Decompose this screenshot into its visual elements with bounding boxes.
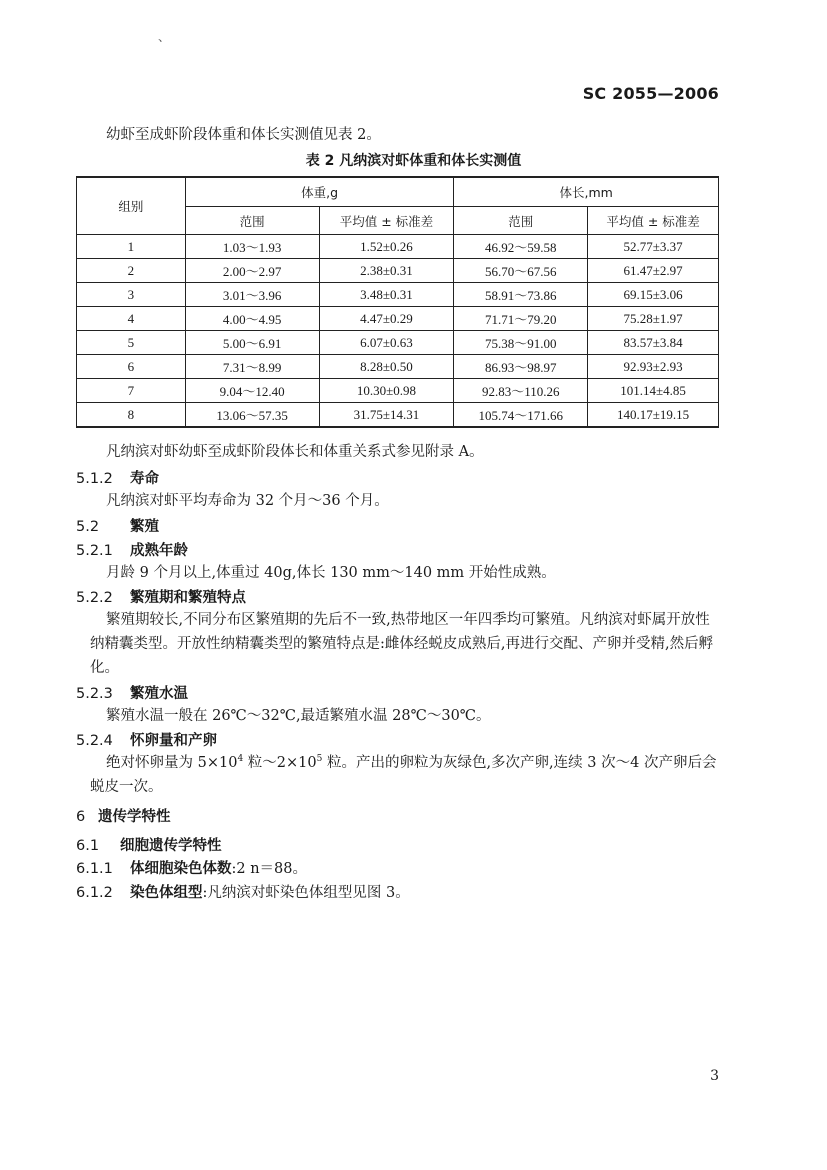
section-number: 5.2.3 bbox=[76, 686, 113, 702]
water-temperature-text: 繁殖水温一般在 26℃～32℃,最适繁殖水温 28℃～30℃。 bbox=[106, 708, 491, 724]
section-5-2-1 bbox=[76, 539, 188, 560]
fecundity-text-line-2: 蜕皮一次。 bbox=[90, 779, 163, 795]
weight-range-cell: 5.00～6.91 bbox=[185, 331, 319, 355]
group-cell: 2 bbox=[77, 259, 186, 283]
section-title: 体细胞染色体数 bbox=[130, 861, 232, 877]
section-number: 5.2.1 bbox=[76, 543, 113, 559]
table-row bbox=[77, 355, 719, 379]
weight-mean-cell: 1.52±0.26 bbox=[319, 235, 454, 259]
scan-mark: 、 bbox=[158, 30, 171, 44]
group-cell: 1 bbox=[77, 235, 186, 259]
weight-mean-cell: 4.47±0.29 bbox=[319, 307, 454, 331]
measurement-table bbox=[76, 176, 719, 428]
length-mean-header: 平均值 ± 标准差 bbox=[588, 207, 719, 235]
length-range-cell: 56.70～67.56 bbox=[454, 259, 588, 283]
length-range-cell: 75.38～91.00 bbox=[454, 331, 588, 355]
length-header: 体长,mm bbox=[454, 177, 719, 207]
length-mean-cell: 101.14±4.85 bbox=[588, 379, 719, 403]
after-table-text: 凡纳滨对虾幼虾至成虾阶段体长和体重关系式参见附录 A。 bbox=[106, 444, 484, 460]
section-number: 6 bbox=[76, 809, 86, 825]
length-range-cell: 92.83～110.26 bbox=[454, 379, 588, 403]
maturity-text: 月龄 9 个月以上,体重过 40g,体长 130 mm～140 mm 开始性成熟。 bbox=[106, 565, 556, 581]
table-row bbox=[77, 331, 719, 355]
length-mean-cell: 140.17±19.15 bbox=[588, 403, 719, 428]
weight-range-cell: 13.06～57.35 bbox=[185, 403, 319, 428]
weight-range-header: 范围 bbox=[185, 207, 319, 235]
section-text: :凡纳滨对虾染色体组型见图 3。 bbox=[202, 885, 410, 901]
table-body bbox=[77, 235, 719, 428]
section-6-1-2 bbox=[76, 881, 410, 902]
length-mean-cell: 52.77±3.37 bbox=[588, 235, 719, 259]
weight-range-cell: 7.31～8.99 bbox=[185, 355, 319, 379]
group-cell: 7 bbox=[77, 379, 186, 403]
table-row bbox=[77, 307, 719, 331]
group-cell: 4 bbox=[77, 307, 186, 331]
group-cell: 8 bbox=[77, 403, 186, 428]
fecundity-text-line-1: 绝对怀卵量为 $5\times 10^4$ 粒$\sim 2\times 10^5$ 粒。产出的卵粒为灰绿色,多次产卵,连续 3 次～4 次产卵后会 bbox=[106, 754, 717, 771]
section-number: 5.2.4 bbox=[76, 733, 113, 749]
group-cell: 3 bbox=[77, 283, 186, 307]
weight-header: 体重,g bbox=[185, 177, 454, 207]
section-title: 寿命 bbox=[130, 471, 159, 487]
section-number: 6.1.1 bbox=[76, 861, 113, 877]
length-mean-cell: 75.28±1.97 bbox=[588, 307, 719, 331]
section-number: 6.1 bbox=[76, 838, 100, 854]
weight-range-cell: 2.00～2.97 bbox=[185, 259, 319, 283]
weight-mean-cell: 3.48±0.31 bbox=[319, 283, 454, 307]
length-range-cell: 105.74～171.66 bbox=[454, 403, 588, 428]
section-5-2-4 bbox=[76, 729, 217, 750]
group-header: 组别 bbox=[77, 177, 186, 235]
section-title: 繁殖水温 bbox=[130, 686, 188, 702]
table-caption: 表 2 凡纳滨对虾体重和体长实测值 bbox=[305, 153, 522, 169]
length-range-cell: 46.92～59.58 bbox=[454, 235, 588, 259]
weight-range-cell: 4.00～4.95 bbox=[185, 307, 319, 331]
section-title: 成熟年龄 bbox=[130, 543, 188, 559]
breeding-text-line-2: 纳精囊类型。开放性纳精囊类型的繁殖特点是:雌体经蜕皮成熟后,再进行交配、产卵并受精,然后孵 bbox=[90, 636, 714, 652]
weight-mean-cell: 2.38±0.31 bbox=[319, 259, 454, 283]
table-row bbox=[77, 379, 719, 403]
length-mean-cell: 61.47±2.97 bbox=[588, 259, 719, 283]
weight-range-cell: 1.03～1.93 bbox=[185, 235, 319, 259]
table-row bbox=[77, 403, 719, 428]
section-number: 5.1.2 bbox=[76, 471, 113, 487]
section-6-1 bbox=[76, 834, 222, 855]
table-row bbox=[77, 235, 719, 259]
section-title: 染色体组型 bbox=[130, 885, 203, 901]
section-6-1-1 bbox=[76, 857, 307, 878]
weight-mean-header: 平均值 ± 标准差 bbox=[319, 207, 454, 235]
section-text: :2 n＝88。 bbox=[231, 861, 308, 877]
weight-mean-cell: 10.30±0.98 bbox=[319, 379, 454, 403]
section-number: 5.2.2 bbox=[76, 590, 113, 606]
section-5-2-2 bbox=[76, 586, 246, 607]
group-cell: 6 bbox=[77, 355, 186, 379]
weight-range-cell: 9.04～12.40 bbox=[185, 379, 319, 403]
weight-mean-cell: 6.07±0.63 bbox=[319, 331, 454, 355]
section-5-1-2 bbox=[76, 467, 159, 488]
standard-code: SC 2055—2006 bbox=[582, 84, 719, 103]
lifespan-text: 凡纳滨对虾平均寿命为 32 个月～36 个月。 bbox=[106, 493, 389, 509]
weight-mean-cell: 8.28±0.50 bbox=[319, 355, 454, 379]
weight-range-cell: 3.01～3.96 bbox=[185, 283, 319, 307]
table-row bbox=[77, 283, 719, 307]
length-mean-cell: 69.15±3.06 bbox=[588, 283, 719, 307]
section-title: 细胞遗传学特性 bbox=[120, 838, 222, 854]
section-title: 遗传学特性 bbox=[98, 809, 171, 825]
breeding-text-line-1: 繁殖期较长,不同分布区繁殖期的先后不一致,热带地区一年四季均可繁殖。凡纳滨对虾属开放性 bbox=[106, 612, 710, 628]
length-range-cell: 71.71～79.20 bbox=[454, 307, 588, 331]
weight-mean-cell: 31.75±14.31 bbox=[319, 403, 454, 428]
intro-text: 幼虾至成虾阶段体重和体长实测值见表 2。 bbox=[106, 127, 381, 143]
group-cell: 5 bbox=[77, 331, 186, 355]
breeding-text-line-3: 化。 bbox=[90, 660, 119, 676]
section-title: 繁殖期和繁殖特点 bbox=[130, 590, 246, 606]
length-range-header: 范围 bbox=[454, 207, 588, 235]
section-6 bbox=[76, 805, 171, 826]
length-range-cell: 58.91～73.86 bbox=[454, 283, 588, 307]
page-number: 3 bbox=[710, 1068, 719, 1084]
section-number: 6.1.2 bbox=[76, 885, 113, 901]
section-title: 繁殖 bbox=[130, 519, 159, 535]
length-mean-cell: 83.57±3.84 bbox=[588, 331, 719, 355]
length-range-cell: 86.93～98.97 bbox=[454, 355, 588, 379]
section-5-2 bbox=[76, 515, 159, 536]
length-mean-cell: 92.93±2.93 bbox=[588, 355, 719, 379]
section-title: 怀卵量和产卵 bbox=[130, 733, 217, 749]
table-row bbox=[77, 259, 719, 283]
section-number: 5.2 bbox=[76, 519, 100, 535]
section-5-2-3 bbox=[76, 682, 188, 703]
